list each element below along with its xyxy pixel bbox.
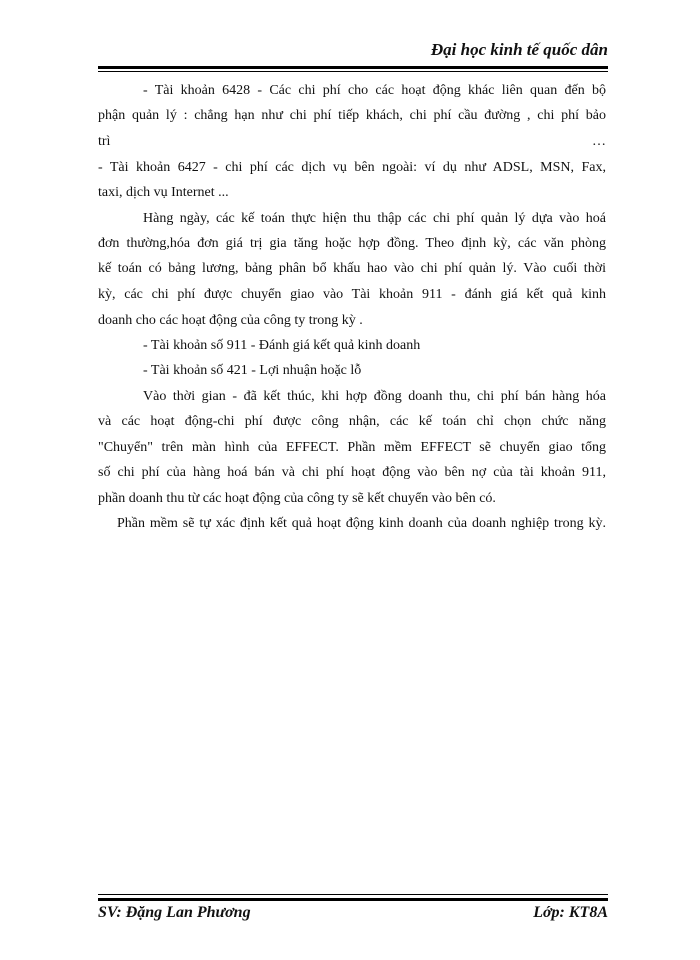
body-line: doanh cho các hoạt động của công ty trong kỳ . bbox=[98, 313, 363, 328]
footer-rule-thin bbox=[98, 894, 608, 895]
body-line: và các hoạt động-chi phí được công nhận, các kế toán chỉ chọn chức năng bbox=[98, 414, 606, 429]
body-line: trì bbox=[98, 134, 111, 149]
body-line: kế toán có bảng lương, bảng phân bổ khấu hao vào chi phí quản lý. Vào cuối thời bbox=[98, 261, 606, 276]
header-rule-thick bbox=[98, 66, 608, 69]
body-line: số chi phí của hàng hoá bán và chi phí hoạt động vào bên nợ của tài khoản 911, bbox=[98, 465, 606, 480]
body-line: - Tài khoản 6427 - chi phí các dịch vụ bên ngoài: ví dụ như ADSL, MSN, Fax, bbox=[98, 160, 606, 175]
body-line: kỳ, các chi phí được chuyển giao vào Tài khoản 911 - đánh giá kết quả kinh bbox=[98, 287, 606, 302]
body-line: - Tài khoản 6428 - Các chi phí cho các hoạt động khác liên quan đến bộ bbox=[143, 83, 606, 98]
footer-student-name: SV: Đặng Lan Phương bbox=[98, 904, 251, 921]
footer-class: Lớp: KT8A bbox=[533, 904, 608, 921]
body-line: phần doanh thu từ các hoạt động của công ty sẽ kết chuyển vào bên có. bbox=[98, 491, 496, 506]
body-line: Hàng ngày, các kế toán thực hiện thu thập các chi phí quản lý dựa vào hoá bbox=[143, 211, 606, 226]
body-line: - Tài khoản số 911 - Đánh giá kết quả kinh doanh bbox=[143, 338, 421, 353]
page-header-title: Đại học kinh tế quốc dân bbox=[430, 40, 608, 59]
body-line: "Chuyển" trên màn hình của EFFECT. Phần mềm EFFECT sẽ chuyển giao tổng bbox=[98, 440, 606, 455]
body-line: Vào thời gian - đã kết thúc, khi hợp đồng doanh thu, chi phí bán hàng hóa bbox=[143, 389, 606, 404]
header-rule-thin bbox=[98, 71, 608, 72]
footer-rule-thick bbox=[98, 898, 608, 901]
body-line: Phần mềm sẽ tự xác định kết quả hoạt động kinh doanh của doanh nghiệp trong kỳ. bbox=[117, 516, 606, 531]
body-line: đơn thường,hóa đơn giá trị gia tăng hoặc hợp đồng. Theo định kỳ, các văn phòng bbox=[98, 236, 606, 251]
body-line: phận quản lý : chẳng hạn như chi phí tiếp khách, chi phí cầu đường , chi phí bảo bbox=[98, 108, 606, 123]
body-line: taxi, dịch vụ Internet ... bbox=[98, 185, 229, 200]
body-line: … bbox=[592, 134, 606, 149]
body-line: - Tài khoản số 421 - Lợi nhuận hoặc lỗ bbox=[143, 363, 362, 378]
